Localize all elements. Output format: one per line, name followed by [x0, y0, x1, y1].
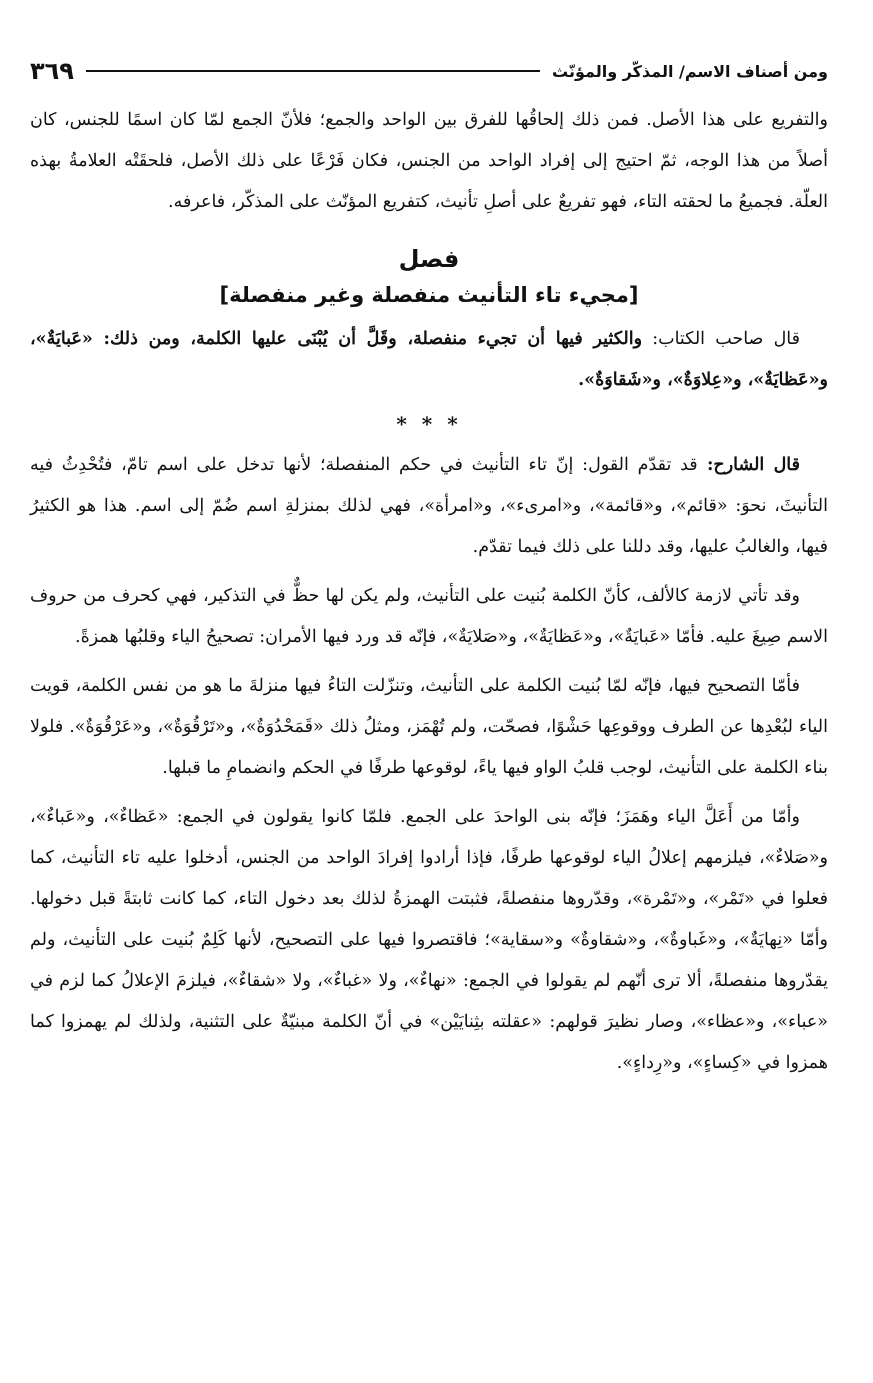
separator-stars: * * * [396, 412, 462, 436]
author-text-body: والكثير فيها أن تجيء منفصلة، وقَلَّ أن يُبْنَى عليها الكلمة، ومن ذلك: «عَبايَةٌ»، و«عَظايَةٌ»، و«عِلاوَةٌ»، و«شَقاوَةٌ». [30, 329, 828, 390]
author-text-lead: قال صاحب الكتاب: [642, 329, 800, 349]
commentary-paragraph-3: فأمّا التصحيح فيها، فإنّه لمّا بُنيت الكلمة على التأنيث، وتنزّلت التاءُ فيها منزلةَ ما هو من نفس الكلمة، قويت الياء لبُعْدِها عن الطرف ووقوعِها حَشْوًا، فصحّت، ولم تُهْمَز، ومثلُ ذلك «قَمَحْدُوَةٌ»، و«تَرْقُوَةٌ»، و«عَرْقُوَةٌ». فلولا بناء الكلمة على التأنيث، لوجب قلبُ الواو فيها ياءً، لوقوعها طرفًا في الحكم وانضمامِ ما قبلها. [30, 676, 828, 778]
commentary-paragraph-4: وأمّا من أَعَلَّ الياء وهَمَزَ؛ فإنّه بنى الواحدَ على الجمع. فلمّا كانوا يقولون في الجمع: «عَظاءٌ»، و«عَباءٌ»، و«صَلاءٌ»، فيلزمهم إعلالُ الياء لوقوعها طرفًا، فإذا أرادوا إفرادَ الواحد من الجنس، أدخلوا عليه تاء التأنيث، كما فعلوا في «تَمْر»، و«تَمْرة»، وقدّروها منفصلةً، فثبتت الهمزةُ لذلك بعد دخول التاء، كما كانت ثابتةً قبل دخولها. وأمّا «نِهايَةٌ»، و«غَباوةٌ»، و«شقاوةٌ» و«سقاية»؛ فاقتصروا فيها على التصحيح، لأنها كَلِمٌ بُنيت على التأنيث، ولم يقدّروها منفصلةً، ألا ترى أنّهم لم يقولوا في الجمع: «نهاءٌ»، ولا «غباءٌ»، ولا «شقاءٌ»، فيلزمَ الإعلالُ كما لزم في «عباء»، و«عظاء»، وصار نظيرَ قولهم: «عقلته بثِنايَيْن» في أنّ الكلمة مبنيّةٌ على التثنية، ولذلك لم يهمزوا كما همزوا في «كِساءٍ»، و«رِداءٍ». [30, 807, 828, 1073]
page-number: ٣٦٩ [30, 57, 74, 85]
commentary-lead: قال الشارح: [697, 455, 800, 475]
running-title: ومن أصناف الاسم/ المذكّر والمؤنّث [552, 61, 828, 81]
commentary-paragraph-1 [30, 445, 828, 568]
running-header [30, 50, 828, 92]
book-page [30, 50, 828, 1363]
section-subtitle: [مجيء تاء التأنيث منفصلة وغير منفصلة] [219, 283, 639, 307]
header-rule [86, 70, 540, 72]
intro-paragraph: والتفريع على هذا الأصل. فمن ذلك إلحاقُها للفرق بين الواحد والجمع؛ فلأنّ الجمع لمّا كان اسمًا للجنس، كان أصلاً من هذا الوجه، ثمّ احتيج إلى إفراد الواحد من الجنس، فكان فَرْعًا على ذلك الأصل، فلحقَتْه العلامةُ بهذه العلّة. فجميعُ ما لحقته التاء، فهو تفريعٌ على أصلِ تأنيث، كتفريع المؤنّث على المذكّر، فاعرفه. [30, 110, 828, 212]
commentary-paragraph-2: وقد تأتي لازمة كالألف، كأنّ الكلمة بُنيت على التأنيث، ولم يكن لها حظٌّ في التذكير، فهي كحرف من حروف الاسم صِيغَ عليه. فأمّا «عَبايَةٌ»، و«عَظايَةٌ»، و«صَلايَةٌ»، فإنّه قد ورد فيها الأمران: تصحيحُ الياء وقلبُها همزةً. [30, 586, 828, 647]
section-heading: فصل [398, 245, 460, 273]
commentary-p1-text: قد تقدّم القول: إنّ تاء التأنيث في حكم المنفصلة؛ لأنها تدخل على اسم تامّ، فتُحْدِثُ فيه التأنيثَ، نحوَ: «قائم»، و«قائمة»، و«امرىء»، و«امرأة»، فهي لذلك بمنزلةِ اسم ضُمّ إلى اسم. هذا هو الكثيرُ فيها، والغالبُ عليها، وقد دللنا على ذلك فيما تقدّم. [30, 455, 828, 557]
author-text [30, 319, 828, 401]
